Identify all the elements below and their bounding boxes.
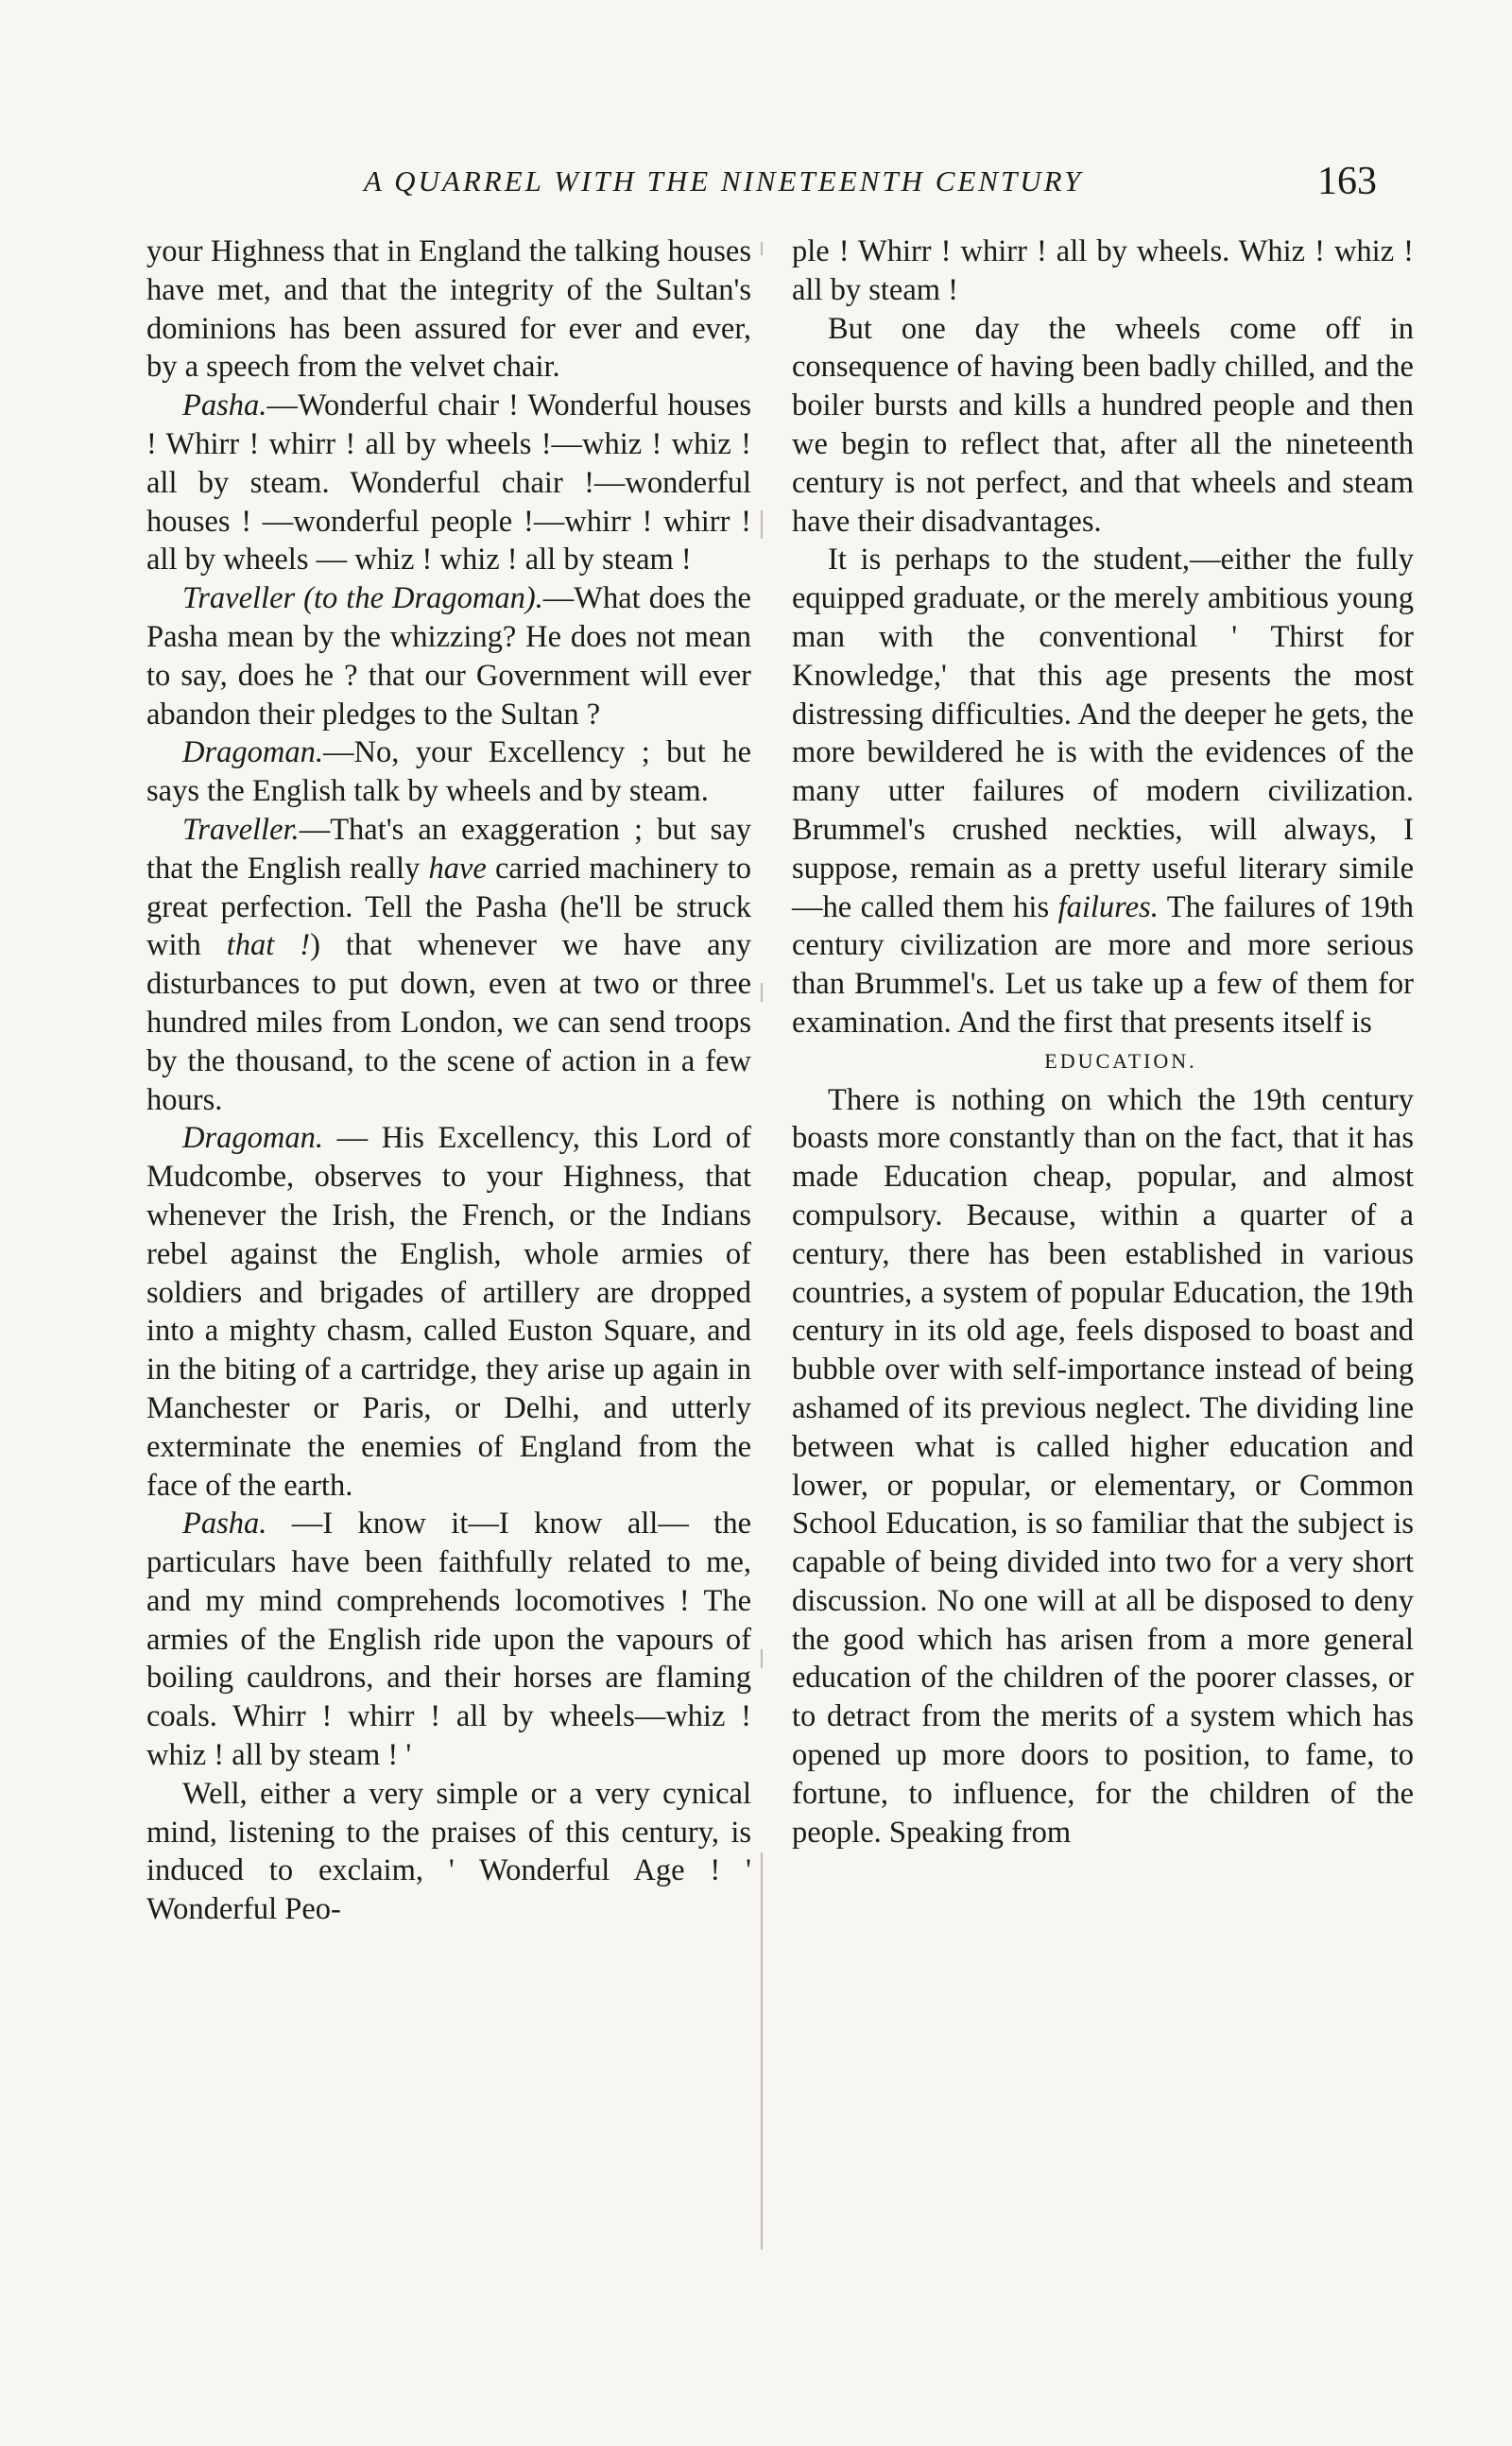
- dialogue-paragraph: [146, 1505, 751, 1775]
- speaker-name: Dragoman.: [182, 1121, 323, 1156]
- running-header: [0, 159, 1512, 215]
- dialogue-text: — His Excellency, this Lord of Mudcombe, observes to your Highness, that whenever the Irish, the French, or the Indians rebel against the English, whole armies of soldiers and brigades of artillery are dropped into a mighty chasm, called Euston Square, and in the biting of a cartridge, they arise up again in Manchester or Paris, or Delhi, and utterly exterminate the enemies of England from the face of the earth.: [146, 1121, 751, 1503]
- gutter-rule: [761, 1649, 763, 1668]
- left-column: [146, 233, 751, 1929]
- dialogue-paragraph: [146, 811, 751, 1119]
- paragraph: [792, 541, 1414, 1042]
- gutter-rule: [761, 983, 763, 1002]
- paragraph: There is nothing on which the 19th century boasts more constantly than on the fact, that it has made Education cheap, popular, and almost compulsory. Because, within a quarter of a century, there has been established in various countries, a system of popular Education, the 19th century in its old age, feels disposed to boast and bubble over with self-importance instead of being ashamed of its previous neglect. The dividing line between what is called higher education and lower, or popular, or elementary, or Common School Education, is so familiar that the subject is capable of being divided into two for a very short discussion. No one will at all be disposed to deny the good which has arisen from a more general education of the children of the poorer classes, or to detract from the merits of a system which has opened up more doors to position, to fame, to fortune, to influence, for the children of the people. Speaking from: [792, 1082, 1414, 1850]
- speaker-name: Pasha.: [182, 1507, 267, 1542]
- page-number: 163: [1317, 160, 1377, 203]
- emphasis-text: failures.: [1057, 889, 1159, 924]
- section-heading: EDUCATION.: [1044, 1048, 1197, 1073]
- speaker-name: Dragoman.: [182, 735, 323, 770]
- speaker-name: Pasha.: [182, 388, 267, 423]
- dialogue-text: —What does the Pasha mean by the whizzing? He does not mean to say, does he ? that our Government will ever abandon their pledges to the Sultan ?: [146, 581, 751, 732]
- dialogue-text: —That's an exaggeration ; but say that the English really: [146, 812, 751, 886]
- dialogue-text: carried machinery to great perfection. Tell the Pasha (he'll be struck with: [146, 851, 751, 963]
- paragraph-text: It is perhaps to the student,—either the fully equipped graduate, or the merely ambitious young man with the conventional ' Thirst for Knowledge,' that this age presents the most distressing difficulties. And the deeper he gets, the more bewildered he is with the evidences of the many utter failures of modern civilization. Brummel's crushed neckties, will always, I suppose, remain as a pretty useful literary simile—he called them his: [792, 543, 1414, 924]
- gutter-rule: [761, 242, 763, 255]
- dialogue-paragraph: [146, 1119, 751, 1505]
- right-column: [792, 233, 1414, 1852]
- dialogue-text: —Wonderful chair ! Wonderful houses ! Whirr ! whirr ! all by wheels !—whiz ! whiz ! all by steam. Wonderful chair !—wonderful houses ! —wonderful people !—whirr ! whirr ! all by wheels — whiz ! whiz ! all by steam !: [146, 388, 751, 577]
- gutter-rule: [761, 1852, 763, 2249]
- dialogue-text: —I know it—I know all— the particulars have been faithfully related to me, and my mind comprehends locomotives ! The armies of the English ride upon the vapours of boiling cauldrons, and their horses are flaming coals. Whirr ! whirr ! all by wheels—whiz ! whiz ! all by steam ! ': [146, 1507, 751, 1773]
- emphasis-text: have: [428, 851, 487, 886]
- running-title: A QUARREL WITH THE NINETEENTH CENTURY: [364, 164, 1084, 198]
- paragraph: But one day the wheels come off in consequence of having been badly chilled, and the boiler bursts and kills a hundred people and then we begin to reflect that, after all the nineteenth century is not perfect, and that wheels and steam have their disadvantages.: [792, 311, 1414, 539]
- emphasis-text: that !: [226, 928, 311, 963]
- speaker-name: Traveller (to the Dragoman).: [182, 581, 543, 616]
- dialogue-paragraph: [146, 579, 751, 733]
- dialogue-text: ) that whenever we have any disturbances to put down, even at two or three hundred miles from London, we can send troops by the thousand, to the scene of action in a few hours.: [146, 928, 751, 1117]
- dialogue-text: —No, your Excellency ; but he says the English talk by wheels and by steam.: [146, 735, 751, 809]
- paragraph-text: The failures of 19th century civilization are more and more serious than Brummel's. Let us take up a few of them for examination. And the first that presents itself is: [792, 889, 1414, 1040]
- paragraph: your Highness that in England the talking houses have met, and that the integrity of the Sultan's dominions has been assured for ever and ever, by a speech from the velvet chair.: [146, 234, 751, 385]
- dialogue-paragraph: [146, 387, 751, 579]
- gutter-rule: [761, 510, 763, 539]
- speaker-name: Traveller.: [182, 812, 300, 847]
- paragraph: ple ! Whirr ! whirr ! all by wheels. Whiz ! whiz ! all by steam !: [792, 234, 1414, 307]
- dialogue-paragraph: [146, 733, 751, 811]
- paragraph: Well, either a very simple or a very cynical mind, listening to the praises of this century, is induced to exclaim, ' Wonderful Age ! ' Wonderful Peo-: [146, 1776, 751, 1927]
